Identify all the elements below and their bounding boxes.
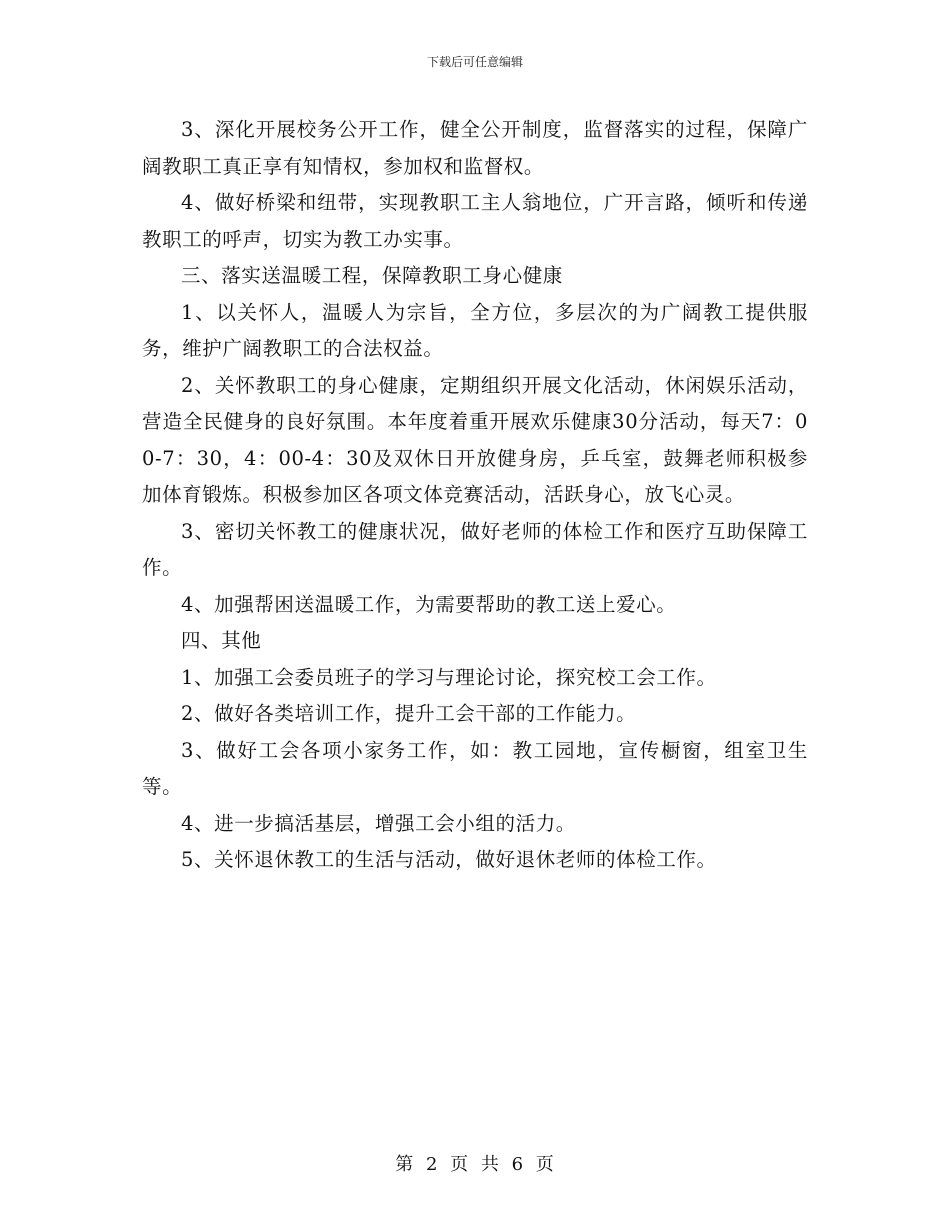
paragraph: 2、关怀教职工的身心健康，定期组织开展文化活动，休闲娱乐活动，营造全民健身的良好氛围。本年度着重开展欢乐健康30分活动，每天7：00-7：30，4：00-4：30及双休日开放健身房，乒乓室，鼓舞老师积极参加体育锻炼。积极参加区各项文体竞赛活动，活跃身心，放飞心灵。 [142,373,808,506]
paragraph: 3、密切关怀教工的健康状况，做好老师的体检工作和医疗互助保障工作。 [142,519,808,579]
header-note: 下载后可任意编辑 [426,55,523,69]
section-heading: 三、落实送温暖工程，保障教职工身心健康 [181,264,563,287]
paragraph: 1、以关怀人，温暖人为宗旨，全方位，多层次的为广阔教工提供服务，维护广阔教职工的合法权益。 [142,300,808,360]
section-heading: 四、其他 [181,629,262,652]
paragraph: 3、做好工会各项小家务工作，如：教工园地，宣传橱窗，组室卫生等。 [142,738,808,798]
paragraph: 5、关怀退休教工的生活与活动，做好退休老师的体检工作。 [181,848,717,871]
paragraph: 4、进一步搞活基层，增强工会小组的活力。 [181,811,576,835]
paragraph: 1、加强工会委员班子的学习与理论讨论，探究校工会工作。 [181,665,717,689]
paragraph: 3、深化开展校务公开工作，健全公开制度，监督落实的过程，保障广阔教职工真正享有知情权，参加权和监督权。 [142,118,808,178]
paragraph: 4、做好桥梁和纽带，实现教职工主人翁地位，广开言路，倾听和传递教职工的呼声，切实为教工办实事。 [142,191,808,251]
paragraph: 2、做好各类培训工作，提升工会干部的工作能力。 [181,702,637,725]
page-indicator: 第 2 页 共 6 页 [395,1154,555,1175]
document-body [142,112,808,879]
paragraph: 4、加强帮困送温暖工作，为需要帮助的教工送上爱心。 [181,592,677,616]
